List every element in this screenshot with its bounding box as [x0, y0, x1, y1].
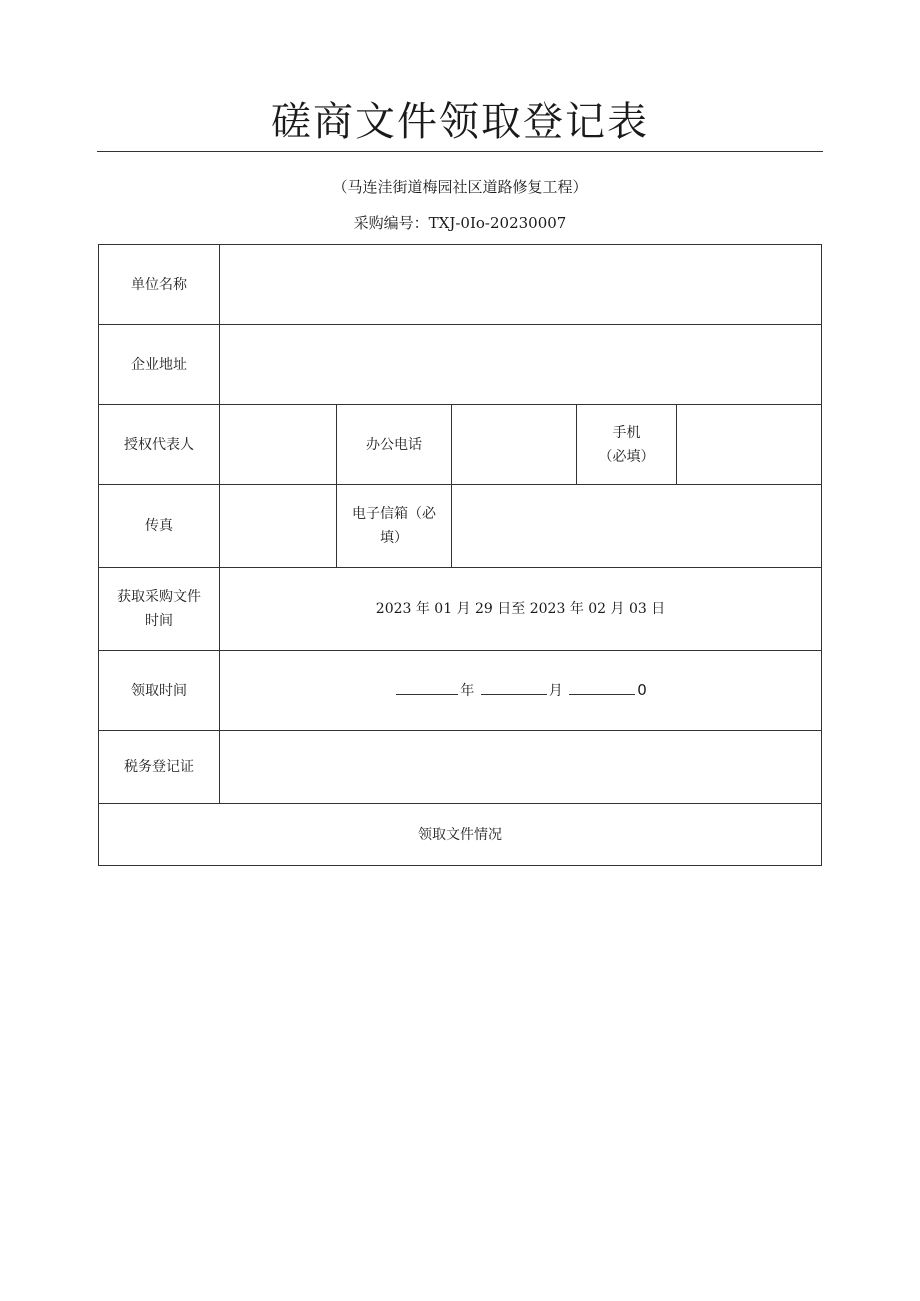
procurement-number: 采购编号：TXJ-0Io-20230007 [353, 214, 567, 232]
row-unit-name [99, 245, 822, 325]
receive-year-unit: 年 [460, 683, 475, 699]
unit-name-field[interactable] [220, 245, 822, 325]
row-fax [99, 485, 822, 568]
row-status [99, 804, 822, 866]
receive-day-blank[interactable] [569, 680, 635, 695]
representative-field[interactable] [220, 405, 337, 485]
receive-month-unit: 月 [548, 683, 563, 699]
registration-form-table [98, 244, 822, 866]
tax-field[interactable] [220, 731, 822, 804]
get-time-value: 2023 年 01 月 29 日至 2023 年 02 月 03 日 [220, 568, 822, 651]
receive-time-label: 领取时间 [99, 651, 220, 731]
mobile-label-line1: 手机 [612, 424, 641, 441]
office-phone-label: 办公电话 [337, 405, 452, 485]
address-field[interactable] [220, 325, 822, 405]
page-title: 磋商文件领取登记表 [271, 99, 649, 145]
mobile-label [577, 405, 677, 485]
email-field[interactable] [452, 485, 822, 568]
receive-time-field [220, 651, 822, 731]
email-label-line2: 填） [380, 530, 408, 546]
row-representative [99, 405, 822, 485]
project-subtitle: （马连洼街道梅园社区道路修复工程） [332, 178, 588, 196]
receive-year-blank[interactable] [396, 680, 458, 695]
unit-name-label: 单位名称 [99, 245, 220, 325]
status-label: 领取文件情况 [99, 804, 822, 866]
get-time-label [99, 568, 220, 651]
receive-month-blank[interactable] [481, 680, 547, 695]
mobile-label-line2: （必填） [598, 448, 655, 465]
row-address [99, 325, 822, 405]
receive-day-unit: 0 [637, 681, 647, 699]
email-label-line1: 电子信箱（必 [352, 506, 436, 522]
get-time-label-line2: 时间 [145, 613, 173, 629]
row-get-time [99, 568, 822, 651]
office-phone-field[interactable] [452, 405, 577, 485]
fax-label: 传真 [99, 485, 220, 568]
title-underline [97, 151, 823, 152]
fax-field[interactable] [220, 485, 337, 568]
row-tax [99, 731, 822, 804]
mobile-field[interactable] [677, 405, 822, 485]
address-label: 企业地址 [99, 325, 220, 405]
tax-label: 税务登记证 [99, 731, 220, 804]
get-time-label-line1: 获取采购文件 [117, 589, 201, 605]
row-receive-time [99, 651, 822, 731]
representative-label: 授权代表人 [99, 405, 220, 485]
email-label [337, 485, 452, 568]
